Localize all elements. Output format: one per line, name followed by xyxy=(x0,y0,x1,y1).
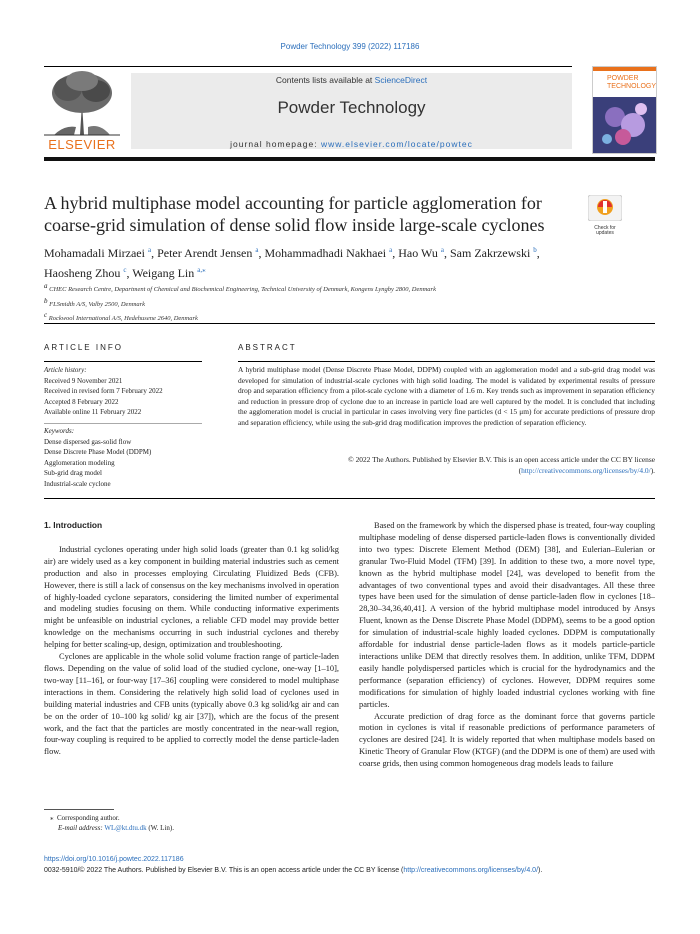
footnote-mark: ⁎ xyxy=(50,814,54,822)
footnote xyxy=(50,813,340,833)
affiliation-text: CHEC Research Centre, Department of Chemical and Biochemical Engineering, Technical University of Denmark, Kongens Lyngby 2800, Denmark xyxy=(49,286,436,294)
body-right-column xyxy=(359,520,655,770)
contents-line xyxy=(131,75,572,85)
affiliation-mark: b xyxy=(44,296,48,305)
body-paragraph: Based on the framework by which the dispersed phase is treated, four-way coupling multiphase modeling of dense dispersed particle-laden flows is conventionally divided into two types: Discrete Element Method (DEM) [38], and Eulerian–Eulerian or granular Two-Fluid Model (TFM) [39]. In addition to these two, a more novel type, known as the hybrid multiphase model [24], was developed to benefit from the advantages of two conventional types and avoid their disadvantages. All these three types have been used for the simulation of dense particle-laden flow in cyclones [18–28,30–34,36,40,41]. A version of the hybrid multiphase model introduced by Ansys Fluent, known as the Dense Discrete Phase Model (DDPM), seems to be a good option for simulation of industrial-scale highly loaded cyclones. DDPM is computationally affordable for industrial dense particle-laden flows as it models particle-particle interactions unlike DEM that directly resolves them. In addition, unlike TFM, DDPM easily handle polydispersed particles which is crucial for the hydrodynamics and the performance (separation efficiency) of cyclones. However, DDPM requires some modifications for simulation of highly loaded industrial cyclones working with fine particles. xyxy=(359,521,656,709)
section-divider xyxy=(44,323,655,324)
masthead-top-rule xyxy=(44,66,572,67)
affiliation-mark: a xyxy=(44,282,48,290)
affiliation-item xyxy=(44,296,644,311)
issn-license-line xyxy=(44,867,542,874)
author-affiliation-mark[interactable]: a,⁎ xyxy=(197,266,206,274)
journal-cover-image[interactable] xyxy=(592,66,657,154)
author-name[interactable]: Sam Zakrzewski xyxy=(449,246,531,260)
author-name[interactable]: Hao Wu xyxy=(398,246,438,260)
author-name[interactable]: Mohammadhadi Nakhaei xyxy=(264,246,387,260)
contents-prefix: Contents lists available at xyxy=(275,75,375,85)
author-affiliation-mark[interactable]: c xyxy=(123,266,127,274)
article-info-heading: ARTICLE INFO xyxy=(44,343,123,352)
issn-suffix: ). xyxy=(538,867,543,874)
license-suffix: ). xyxy=(650,465,655,475)
author-name[interactable]: Weigang Lin xyxy=(132,266,195,280)
body-paragraph: Industrial cyclones operating under high solid loads (greater than 0.1 kg solid/kg air) are widely used as a key component in building material industries such as cement production and also in processes employing Circulating Fluidized Beds (CFB). However, there is still a lack of consensus on the key mechanisms involved in operation of highly-loaded cyclone separators, considering the limited number of experimental and modeling studies focusing on them. While conducting informative experiments might be unfeasible on industrial cyclones, a reliable CFD model may provide better knowledge on the mechanisms occurring in such industrial cyclones and thereby helping for better scaling-up, design, optimization and troubleshooting. xyxy=(44,544,339,650)
history-item: Received 9 November 2021 xyxy=(44,376,123,385)
history-label: Article history: xyxy=(44,366,87,374)
homepage-link[interactable]: www.elsevier.com/locate/powtec xyxy=(320,139,473,149)
abstract-license xyxy=(238,455,655,476)
abstract-text: A hybrid multiphase model (Dense Discrete Phase Model, DDPM) coupled with an agglomeration model and a sub-grid drag model was developed for simulation of industrial-scale cyclones with high solid loading. The model is validated by experimental results of pressure drop and separation efficiency from a pilot-scale cyclone with a diameter of 1.6 m. Key trends such as improvement in separation efficiency and reduction in pressure drop of cyclone due to an increase in particle load are well captured by the model. It is concluded that including the agglomeration model is crucial in particular in cases involving very fine particles (d < 15 μm) for accurate predictions of pressure drop and separation efficiency, while using the sub-grid drag modification improves the prediction of separation efficiency. xyxy=(238,365,655,427)
corresponding-author-note xyxy=(50,813,340,823)
article-history xyxy=(44,365,204,418)
author-affiliation-mark[interactable]: a xyxy=(147,246,152,254)
keyword-item: Dense Discrete Phase Model (DDPM) xyxy=(44,448,152,456)
author-name[interactable]: Haosheng Zhou xyxy=(44,266,121,280)
author-list: Mohamadali Mirzaei $^a$, Peter Arendt Jensen $^a$, Mohammadhadi Nakhaei $^a$, Hao Wu $^a$, Sam Zakrzewski $^b$, Haosheng Zhou $^c$, Weigang Lin $^{a,⁎}$ xyxy=(44,246,540,280)
affiliation-item xyxy=(44,281,644,296)
cover-title: POWDER TECHNOLOGY xyxy=(607,75,657,90)
keywords xyxy=(44,426,204,489)
author-affiliation-mark[interactable]: a xyxy=(389,246,393,254)
keyword-item: Sub-grid drag model xyxy=(44,469,102,477)
elsevier-wordmark: ELSEVIER xyxy=(48,137,116,152)
history-item: Available online 11 February 2022 xyxy=(44,408,142,416)
author-affiliation-mark[interactable]: a xyxy=(255,246,259,254)
doi-link[interactable]: https://doi.org/10.1016/j.powtec.2022.117186 xyxy=(44,856,184,863)
author-affiliation-mark[interactable]: a xyxy=(440,246,444,254)
author-name[interactable]: Peter Arendt Jensen xyxy=(157,246,253,260)
body-divider xyxy=(44,498,655,499)
author-name[interactable]: Mohamadali Mirzaei xyxy=(44,246,145,260)
email-suffix: (W. Lin). xyxy=(146,824,174,832)
keywords-rule xyxy=(44,423,202,424)
keyword-item: Agglomeration modeling xyxy=(44,458,115,467)
footer-license-link[interactable]: http://creativecommons.org/licenses/by/4.0/ xyxy=(403,867,539,874)
affiliation-mark: c xyxy=(44,311,48,320)
keywords-label: Keywords: xyxy=(44,427,75,435)
journal-title: Powder Technology xyxy=(277,98,426,117)
author-affiliation-mark[interactable]: b xyxy=(533,246,537,254)
check-for-updates-badge[interactable] xyxy=(588,195,622,236)
email-link[interactable]: WL@kt.dtu.dk xyxy=(104,824,147,832)
affiliation-text: Rockwool International A/S, Hedehusene 2640, Denmark xyxy=(48,315,198,323)
history-item: Received in revised form 7 February 2022 xyxy=(44,387,163,395)
body-paragraph: Cyclones are applicable in the whole solid volume fraction range of particle-laden flows. Depending on the value of solid load of the studied cyclone, one-way [1–10], two-way [11–16], or four-way [17–36] coupling were considered to model multiphase interactions in them. Considering the relatively high solid load of cyclones used in building material industries and CFB units (typically above 0.3 kg solid/kg air and can be on the order of 10–100 kg solid/ kg air [37]), which are the focus of the present work, and the fact that the particles are mostly concentrated in the near-wall region, four-way coupling is required to be applied to correctly model the dense particle-laden flow. xyxy=(44,652,339,757)
article-title: A hybrid multiphase model accounting for particle agglomeration for coarse-grid simulation of dense solid flow inside large-scale cyclones xyxy=(44,193,545,235)
body-left-column xyxy=(44,520,339,758)
email-note xyxy=(50,823,340,833)
article-info-rule xyxy=(44,361,202,362)
affiliations xyxy=(44,281,644,325)
abstract-rule xyxy=(238,361,655,362)
homepage-line xyxy=(131,139,572,149)
masthead-bottom-rule xyxy=(44,157,655,161)
journal-reference-link[interactable]: Powder Technology 399 (2022) 117186 xyxy=(280,42,420,51)
check-for-updates-label: Check for updates xyxy=(594,225,616,236)
corresponding-author-text: Corresponding author. xyxy=(57,814,120,822)
keyword-item: Dense dispersed gas-solid flow xyxy=(44,437,132,446)
footnote-rule xyxy=(44,809,114,810)
email-label: E-mail address: xyxy=(58,824,105,832)
history-item: Accepted 8 February 2022 xyxy=(44,397,119,406)
keyword-item: Industrial-scale cyclone xyxy=(44,479,111,488)
abstract-heading: ABSTRACT xyxy=(238,343,297,352)
affiliation-text: FLSmidth A/S, Valby 2500, Denmark xyxy=(49,300,146,308)
homepage-prefix: journal homepage: xyxy=(230,139,321,149)
introduction-heading: 1. Introduction xyxy=(44,520,103,530)
license-link[interactable]: http://creativecommons.org/licenses/by/4.0/ xyxy=(521,465,651,475)
license-prefix: © 2022 The Authors. Published by Elsevier B.V. This is an open access article under the CC BY license ( xyxy=(348,455,655,475)
body-paragraph: Accurate prediction of drag force as the dominant force that governs particle motion in cyclones is vital if reasonable predictions of performance parameters of cyclones are desired [24]. It is widely reported that when multiphase models based on Kinetic Theory of Granular Flow (KTGF) (and the DDPM is one of them) are used with coarse grids, then using common homogeneous drag models leads to failure xyxy=(359,711,655,769)
issn-prefix: 0032-5910/© 2022 The Authors. Published by Elsevier B.V. This is an open access article under the CC BY license ( xyxy=(44,867,404,874)
sciencedirect-link[interactable]: ScienceDirect xyxy=(374,75,428,85)
